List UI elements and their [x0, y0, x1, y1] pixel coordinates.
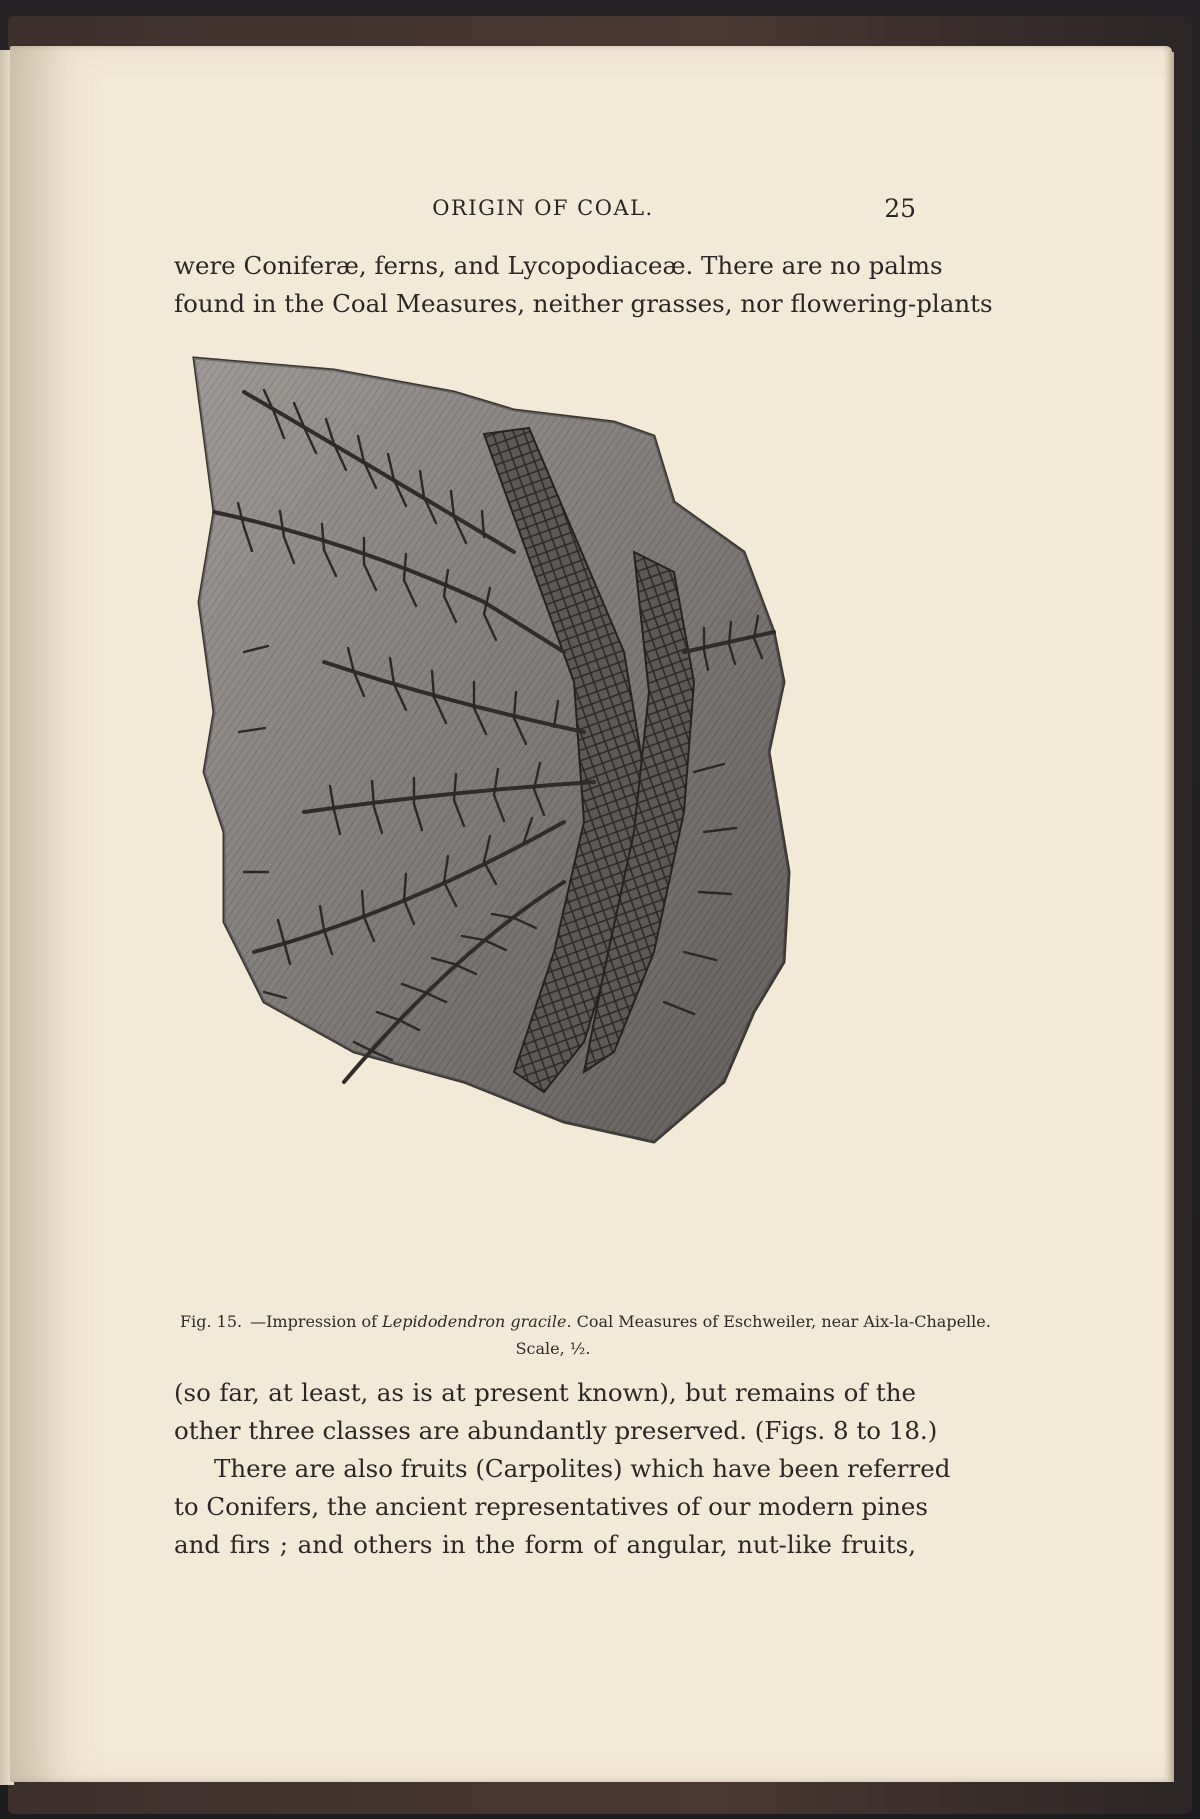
text-line: were Coniferæ, ferns, and Lycopodiaceæ. There are no palms	[174, 251, 943, 280]
body-text-bottom	[174, 1374, 951, 1564]
text-line: found in the Coal Measures, neither grasses, nor flowering-plants	[174, 289, 993, 318]
fossil-figure	[184, 352, 900, 1286]
species-name: Lepidodendron gracile.	[382, 1312, 572, 1331]
caption-locality: Coal Measures of Eschweiler, near Aix-la-Chapelle.	[571, 1312, 991, 1331]
page-number: 25	[884, 194, 916, 223]
caption-scale: Scale, ½.	[515, 1339, 591, 1358]
running-title: ORIGIN OF COAL.	[432, 196, 654, 220]
text-line: (so far, at least, as is at present known), but remains of the	[174, 1378, 916, 1407]
figure-number: Fig. 15.	[180, 1312, 243, 1331]
text-line: to Conifers, the ancient representatives of our modern pines	[174, 1492, 928, 1521]
figure-caption	[180, 1308, 991, 1362]
body-text-top	[174, 247, 993, 323]
right-page-edge	[1166, 52, 1174, 1782]
text-line: There are also fruits (Carpolites) which have been referred	[214, 1454, 951, 1483]
lepidodendron-fossil-engraving	[184, 352, 900, 1286]
caption-line-1	[180, 1308, 991, 1335]
running-head	[170, 196, 916, 228]
text-line: and firs ; and others in the form of angular, nut-like fruits,	[174, 1530, 916, 1559]
text-line: other three classes are abundantly preserved. (Figs. 8 to 18.)	[174, 1416, 938, 1445]
caption-intro: —Impression of	[250, 1312, 383, 1331]
